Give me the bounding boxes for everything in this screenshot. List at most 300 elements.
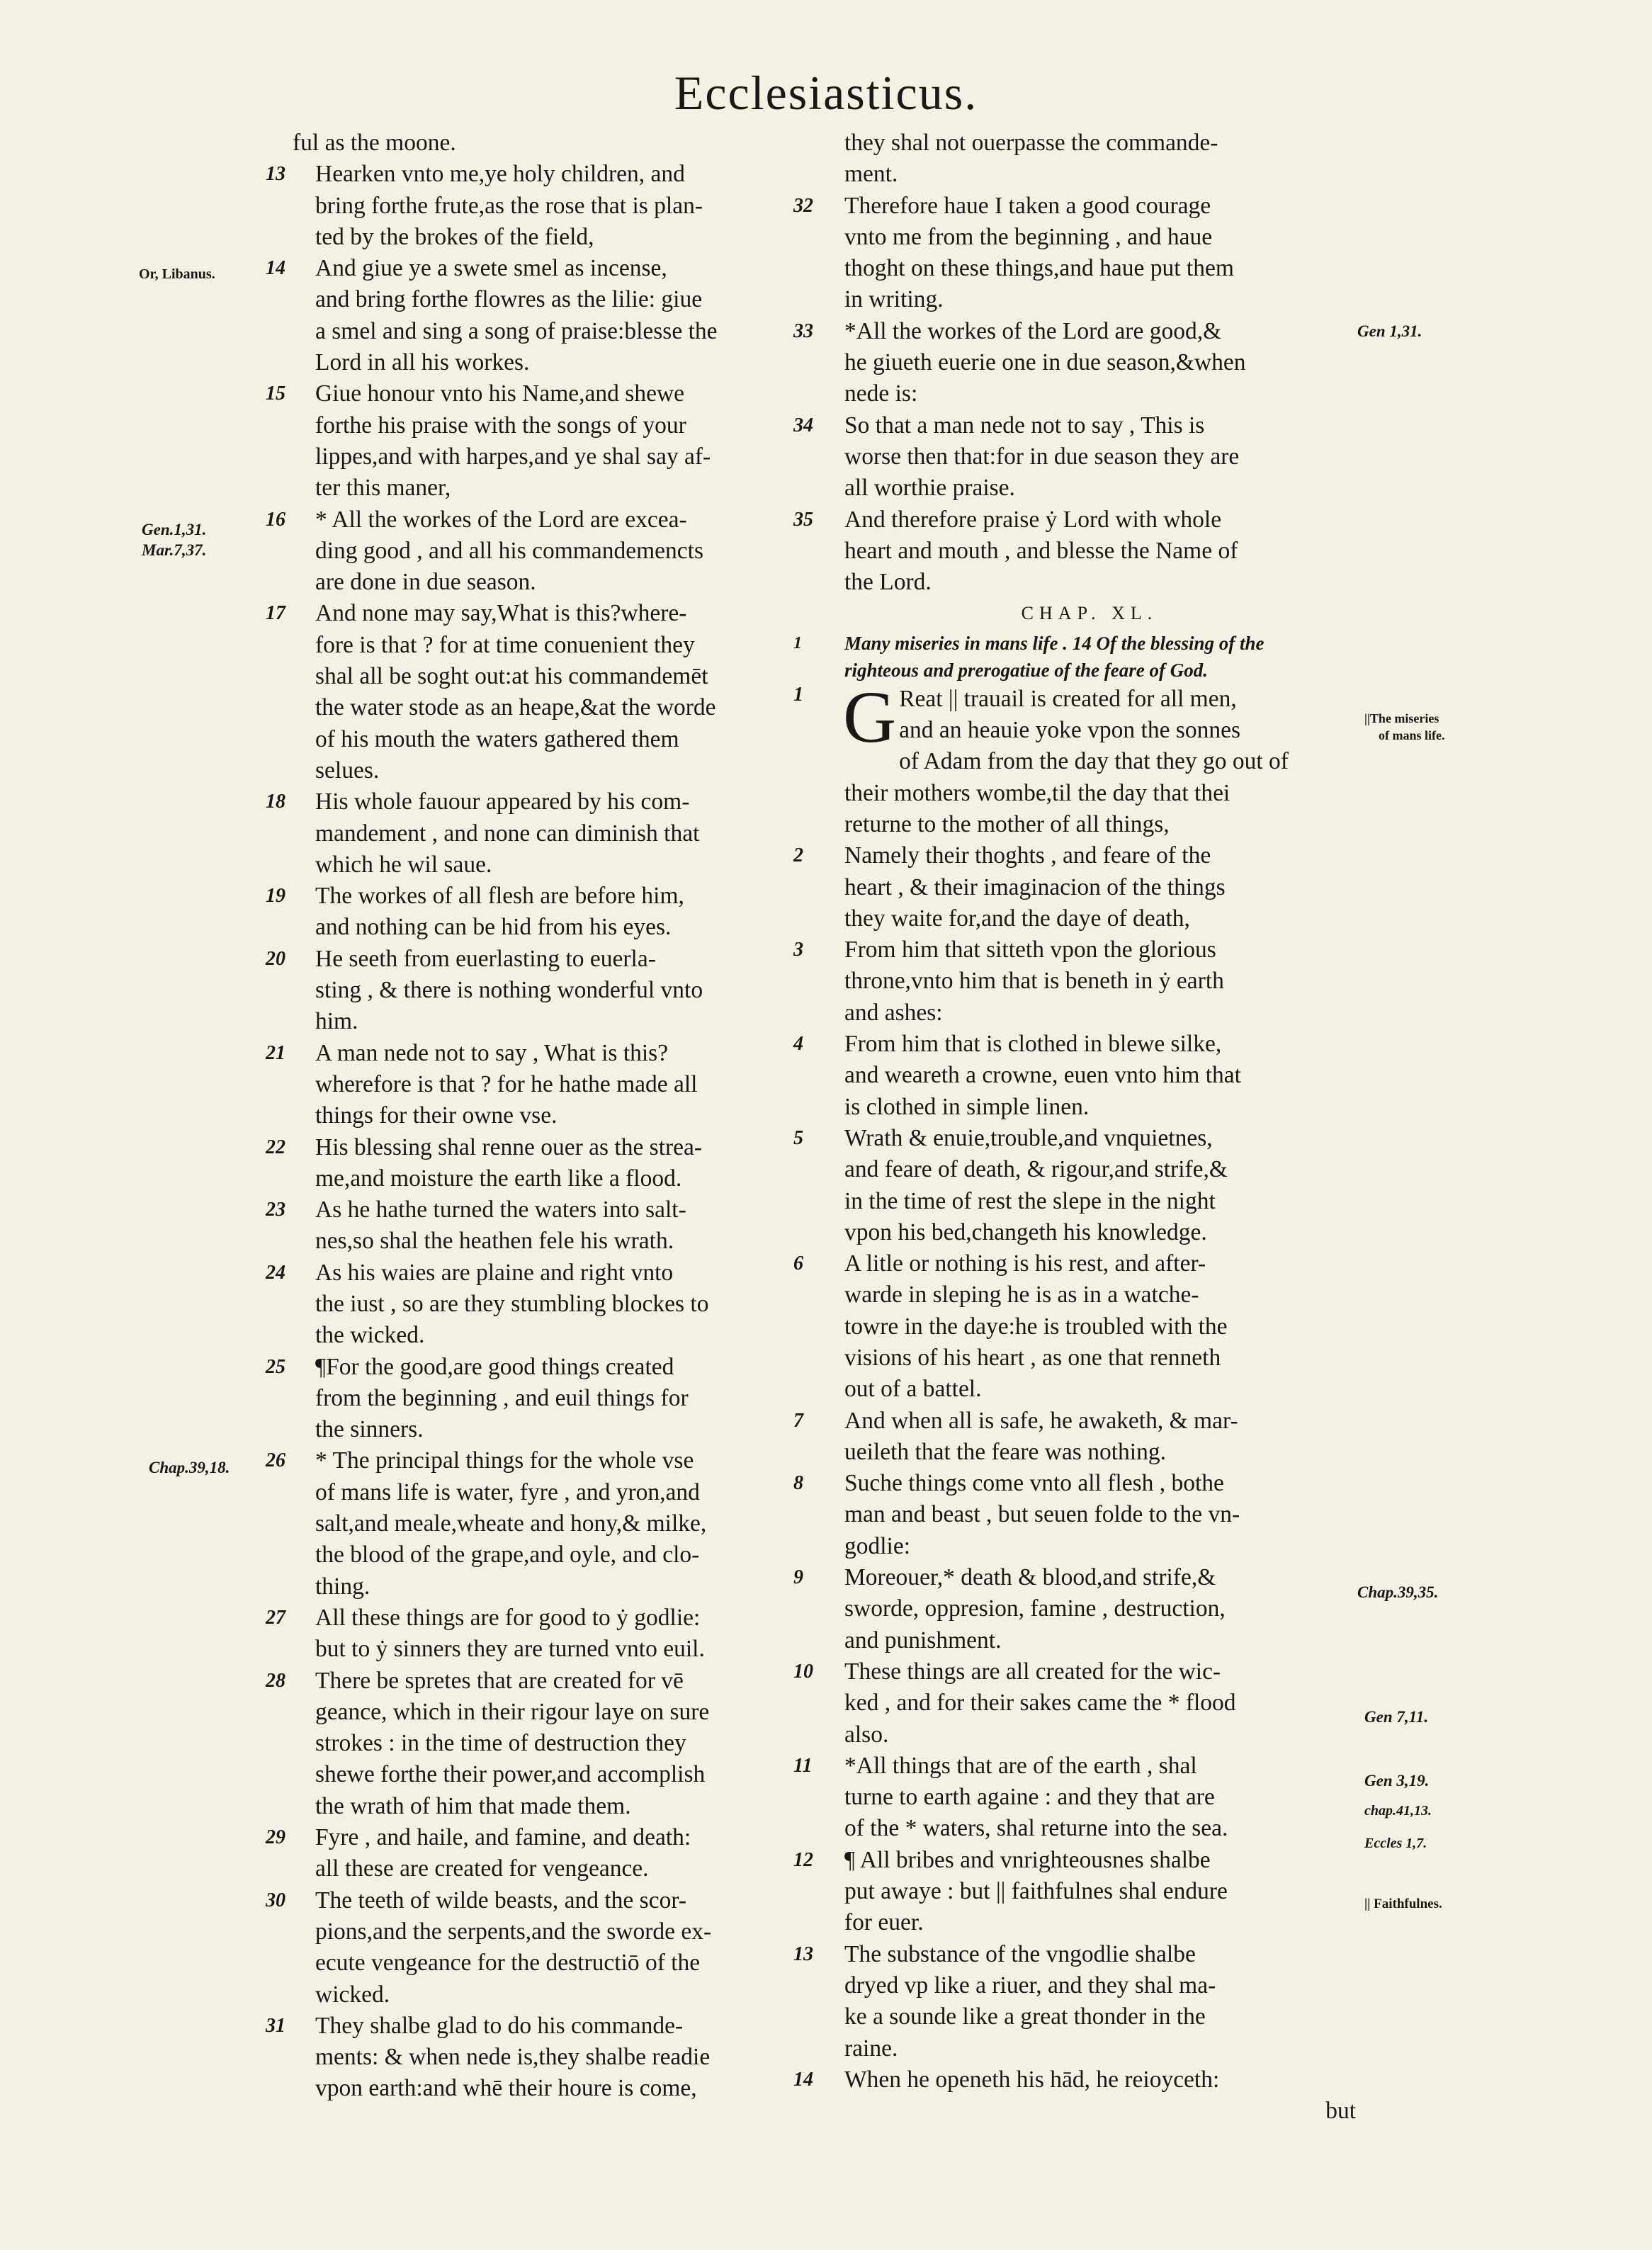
line-text: vnto me from the beginning , and haue: [844, 223, 1213, 250]
text-line: [820, 1437, 1359, 1468]
text-line: [266, 1728, 825, 1759]
line-text: His blessing shal renne ouer as the strea-: [315, 1134, 703, 1160]
text-line: [820, 2001, 1359, 2033]
margin-note: Gen 3,19.: [1364, 1772, 1430, 1790]
verse-number: 26: [266, 1449, 285, 1472]
text-line: [820, 284, 1359, 315]
verse-line: [793, 1468, 1359, 1499]
line-text: Wrath & enuie,trouble,and vnquietnes,: [844, 1124, 1213, 1151]
text-line: [266, 849, 825, 881]
line-text: the wrath of him that made them.: [315, 1792, 631, 1819]
margin-note: of mans life.: [1379, 728, 1445, 742]
text-line: [820, 567, 1359, 598]
text-line: [266, 347, 825, 378]
line-text: And therefore praise ẏ Lord with whole: [844, 506, 1222, 533]
verse-number: 1: [793, 683, 803, 706]
margin-note: Eccles 1,7.: [1364, 1836, 1427, 1851]
text-line: [266, 567, 825, 598]
margin-note: ||The miseries: [1364, 711, 1439, 725]
line-text: Giue honour vnto his Name,and shewe: [315, 380, 685, 407]
text-line: [266, 692, 825, 723]
verse-line: [266, 1194, 825, 1226]
text-line: [820, 809, 1359, 840]
text-line: [820, 536, 1359, 567]
verse-line: [266, 944, 825, 975]
verse-line: [266, 1352, 825, 1383]
text-line: [266, 128, 825, 159]
text-line: [820, 1593, 1359, 1624]
text-line: [266, 912, 825, 943]
summary-line: [820, 657, 1359, 684]
text-line: Reat || trauail is created for all men,: [899, 685, 1237, 712]
margin-note: || Faithfulnes.: [1364, 1896, 1442, 1911]
line-text: * The principal things for the whole vse: [315, 1447, 694, 1474]
line-text: ding good , and all his commandemencts: [315, 537, 703, 564]
verse-line: [266, 881, 825, 912]
text-line: [266, 1539, 825, 1571]
text-line: [820, 1154, 1359, 1185]
dropcap-letter: G: [843, 676, 897, 758]
verse-number: 4: [793, 1033, 803, 1056]
text-line: [820, 378, 1359, 409]
verse-line: [793, 1248, 1359, 1279]
margin-note: Chap.39,18.: [149, 1459, 230, 1476]
line-text: turne to earth againe : and they that are: [844, 1784, 1215, 1811]
text-line: [266, 1571, 825, 1602]
verse-number: 17: [266, 602, 285, 625]
verse-number: 28: [266, 1669, 285, 1692]
verse-number: 8: [793, 1472, 803, 1495]
line-text: all worthie praise.: [844, 475, 1015, 502]
verse-line: [793, 1123, 1359, 1154]
verse-number: 13: [266, 163, 285, 186]
line-text: in the time of rest the slepe in the night: [844, 1187, 1216, 1214]
line-text: the sinners.: [315, 1416, 424, 1443]
text-line: and an heauie yoke vpon the sonnes: [899, 717, 1240, 744]
text-line: [820, 441, 1359, 473]
line-text: which he wil saue.: [315, 851, 492, 878]
line-text: And giue ye a swete smel as incense,: [315, 255, 667, 282]
line-text: shal all be soght out:at his commandemēt: [315, 663, 708, 690]
verse-number: 2: [793, 844, 803, 867]
line-text: visions of his heart , as one that renneth: [844, 1344, 1221, 1371]
line-text: their mothers wombe,til the day that thei: [844, 779, 1230, 806]
line-text: They shalbe glad to do his commande-: [315, 2012, 684, 2039]
line-text: Namely their thoghts , and feare of the: [844, 842, 1211, 869]
text-line: [266, 1100, 825, 1131]
line-text: * All the workes of the Lord are excea-: [315, 506, 687, 533]
line-text: thing.: [315, 1573, 370, 1600]
text-line: [266, 724, 825, 755]
verse-line: [793, 1939, 1359, 1970]
line-text: and weareth a crowne, euen vnto him that: [844, 1062, 1241, 1089]
line-text: ted by the brokes of the field,: [315, 223, 594, 250]
text-line: [820, 872, 1359, 903]
line-text: From him that sitteth vpon the glorious: [844, 937, 1216, 963]
line-text: geance, which in their rigour laye on sure: [315, 1698, 710, 1725]
verse-line: [793, 1656, 1359, 1688]
line-text: returne to the mother of all things,: [844, 810, 1170, 837]
verse-number: 25: [266, 1355, 285, 1378]
line-text: and punishment.: [844, 1627, 1002, 1653]
line-text: warde in sleping he is as in a watche-: [844, 1282, 1199, 1308]
verse-number: 33: [793, 320, 813, 342]
verse-number: 27: [266, 1606, 285, 1629]
line-text: out of a battel.: [844, 1376, 982, 1403]
text-line: [820, 1060, 1359, 1091]
text-line: [820, 997, 1359, 1029]
text-line: [820, 1907, 1359, 1938]
text-line: [266, 1508, 825, 1539]
verse-number: 23: [266, 1199, 285, 1221]
verse-line: [266, 378, 825, 409]
line-text: a smel and sing a song of praise:blesse the: [315, 317, 718, 344]
text-line: [820, 1625, 1359, 1656]
line-text: From him that is clothed in blewe silke,: [844, 1031, 1222, 1058]
verse-line: [793, 191, 1359, 222]
line-text: A man nede not to say , What is this?: [315, 1039, 669, 1066]
text-line: [820, 253, 1359, 284]
text-line: [266, 1634, 825, 1665]
verse-line: [793, 1751, 1359, 1782]
text-line: [266, 1916, 825, 1947]
line-text: things for their owne vse.: [315, 1102, 558, 1129]
verse-number: 24: [266, 1261, 285, 1284]
line-text: Fyre , and haile, and famine, and death:: [315, 1824, 691, 1851]
line-text: of the * waters, shal returne into the sea.: [844, 1815, 1228, 1842]
verse-number: 13: [793, 1943, 813, 1965]
line-text: raine.: [844, 2035, 898, 2062]
chapter-heading: CHAP. XL.: [1021, 603, 1158, 624]
verse-number: 21: [266, 1041, 285, 1064]
line-text: selues.: [315, 757, 380, 784]
line-text: of Adam from the day that they go out of: [899, 748, 1289, 775]
verse-line: [793, 2064, 1359, 2096]
verse-line: [266, 2011, 825, 2042]
line-text: ueileth that the feare was nothing.: [844, 1438, 1166, 1465]
text-line: [266, 1320, 825, 1351]
verse-line: [793, 1029, 1359, 1060]
margin-note: Mar.7,37.: [142, 541, 207, 559]
text-line: [820, 159, 1359, 190]
verse-number: 1: [793, 633, 802, 652]
right-column: [793, 128, 1359, 2127]
verse-number: 9: [793, 1566, 803, 1589]
text-line: [266, 473, 825, 504]
verse-number: 11: [793, 1754, 813, 1777]
line-text: ments: & when nede is,they shalbe readie: [315, 2044, 711, 2071]
line-text: and feare of death, & rigour,and strife,&: [844, 1156, 1228, 1183]
line-text: The substance of the vngodlie shalbe: [844, 1940, 1196, 1967]
verse-number: 34: [793, 414, 813, 436]
verse-line: [793, 1406, 1359, 1437]
text-line: [266, 1414, 825, 1445]
line-text: the water stode as an heape,&at the worde: [315, 694, 716, 721]
verse-number: 22: [266, 1136, 285, 1158]
text-line: [266, 2042, 825, 2073]
text-line: [266, 284, 825, 315]
text-line: [266, 1791, 825, 1822]
line-text: ked , and for their sakes came the * flood: [844, 1690, 1236, 1717]
line-text: ke a sounde like a great thonder in the: [844, 2003, 1206, 2030]
line-text: is clothed in simple linen.: [844, 1093, 1090, 1120]
line-text: ful as the moone.: [293, 130, 456, 156]
line-text: Moreouer,* death & blood,and strife,&: [844, 1564, 1216, 1591]
margin-note: Chap.39,35.: [1357, 1583, 1439, 1601]
line-text: man and beast , but seuen folde to the vn-: [844, 1501, 1240, 1528]
line-text: they waite for,and the daye of death,: [844, 905, 1190, 932]
text-line: [266, 2073, 825, 2104]
line-text: As he hathe turned the waters into salt-: [315, 1197, 686, 1223]
verse-number: 30: [266, 1889, 285, 1911]
catchword: but: [1325, 2098, 1356, 2125]
line-text: of mans life is water, fyre , and yron,and: [315, 1479, 700, 1505]
line-text: Lord in all his workes.: [315, 349, 530, 376]
line-text: he giueth euerie one in due season,&when: [844, 349, 1246, 376]
text-line: [820, 778, 1359, 809]
line-text: His whole fauour appeared by his com-: [315, 788, 690, 815]
line-text: And when all is safe, he awaketh, & mar-: [844, 1407, 1238, 1434]
verse-line: [793, 504, 1359, 536]
line-text: As his waies are plaine and right vnto: [315, 1259, 674, 1286]
text-line: [266, 316, 825, 347]
verse-line: [266, 1602, 825, 1634]
line-text: are done in due season.: [315, 569, 536, 596]
line-text: All these things are for good to ẏ godlie:: [315, 1604, 701, 1631]
text-line: [266, 1289, 825, 1320]
line-text: of his mouth the waters gathered them: [315, 725, 679, 752]
verse-line: [266, 1822, 825, 1853]
text-line: [820, 746, 1359, 777]
line-text: *All the workes of the Lord are good,&: [844, 317, 1222, 344]
left-column: [266, 128, 825, 2105]
line-text: all these are created for vengeance.: [315, 1855, 649, 1882]
text-line: [820, 1782, 1359, 1813]
text-line: [820, 1499, 1359, 1530]
text-line: [266, 1759, 825, 1790]
line-text: The teeth of wilde beasts, and the scor-: [315, 1887, 686, 1913]
line-text: ecute vengeance for the destructiō of the: [315, 1950, 701, 1977]
text-line: [820, 1813, 1359, 1844]
line-text: When he openeth his hād, he reioyceth:: [844, 2066, 1220, 2093]
text-line: [266, 975, 825, 1006]
verse-line: [266, 504, 825, 536]
verse-number: 3: [793, 939, 803, 961]
text-line: [820, 903, 1359, 934]
line-text: dryed vp like a riuer, and they shal ma-: [844, 1972, 1216, 1999]
line-text: and nothing can be hid from his eyes.: [315, 914, 672, 941]
line-text: put awaye : but || faithfulnes shal endure: [844, 1878, 1228, 1905]
verse-number: 7: [793, 1409, 803, 1432]
margin-note: Gen 7,11.: [1364, 1708, 1429, 1726]
text-line: [820, 1970, 1359, 2001]
verse-line: [793, 410, 1359, 441]
verse-line: [266, 1666, 825, 1697]
verse-number: 14: [793, 2068, 813, 2091]
line-text: they shal not ouerpasse the commande-: [844, 130, 1218, 156]
text-line: [266, 818, 825, 849]
text-line: [266, 755, 825, 786]
line-text: Hearken vnto me,ye holy children, and: [315, 161, 685, 188]
line-text: He seeth from euerlasting to euerla-: [315, 945, 656, 972]
dropcap-verse: [793, 676, 1359, 758]
text-line: [266, 1226, 825, 1257]
verse-number: 19: [266, 885, 285, 908]
text-line: [266, 191, 825, 222]
line-text: ¶For the good,are good things created: [315, 1353, 674, 1380]
verse-line: [266, 1885, 825, 1916]
line-text: pions,and the serpents,and the sworde ex-: [315, 1918, 712, 1945]
text-line: [820, 473, 1359, 504]
verse-number: 5: [793, 1126, 803, 1149]
text-line: [820, 1688, 1359, 1719]
verse-line: [266, 1257, 825, 1289]
line-text: from the beginning , and euil things for: [315, 1384, 689, 1411]
text-line: [820, 2033, 1359, 2064]
right-column-bottom: [793, 746, 1359, 2096]
verse-line: [266, 253, 825, 284]
line-text: the blood of the grape,and oyle, and clo-: [315, 1542, 700, 1568]
summary-text: righteous and prerogatiue of the feare of God.: [844, 659, 1208, 681]
running-head: Ecclesiasticus.: [674, 66, 978, 120]
line-text: towre in the daye:he is troubled with the: [844, 1313, 1228, 1340]
line-text: and bring forthe flowres as the lilie: giue: [315, 286, 703, 313]
verse-number: 35: [793, 508, 813, 531]
line-text: sting , & there is nothing wonderful vnto: [315, 977, 703, 1004]
line-text: ¶ All bribes and vnrighteousnes shalbe: [844, 1846, 1211, 1873]
line-text: sworde, oppresion, famine , destruction,: [844, 1595, 1226, 1622]
verse-line: [793, 1562, 1359, 1593]
line-text: him.: [315, 1008, 358, 1035]
verse-number: 10: [793, 1660, 813, 1683]
line-text: forthe his praise with the songs of your: [315, 412, 686, 439]
line-text: mandement , and none can diminish that: [315, 820, 700, 847]
line-text: the Lord.: [844, 569, 932, 596]
text-line: [266, 410, 825, 441]
verse-line: [266, 1132, 825, 1163]
line-text: also.: [844, 1721, 889, 1748]
text-line: [820, 1374, 1359, 1405]
line-text: ment.: [844, 161, 898, 188]
verse-line: [266, 1445, 825, 1476]
line-text: and ashes:: [844, 999, 943, 1026]
verse-number: 16: [266, 508, 285, 531]
line-text: Therefore haue I taken a good courage: [844, 192, 1211, 219]
line-text: ter this maner,: [315, 475, 451, 502]
right-column-top: [793, 128, 1359, 598]
verse-line: [266, 1038, 825, 1069]
line-text: salt,and meale,wheate and hony,& milke,: [315, 1510, 707, 1537]
line-text: worse then that:for in due season they are: [844, 443, 1240, 470]
text-line: [820, 1311, 1359, 1342]
text-line: [820, 1092, 1359, 1123]
text-line: [266, 1477, 825, 1508]
text-line: [266, 630, 825, 661]
line-text: the iust , so are they stumbling blockes to: [315, 1290, 709, 1317]
text-line: [266, 1979, 825, 2011]
text-line: [820, 1531, 1359, 1562]
verse-number: 32: [793, 194, 813, 217]
margin-note: Gen.1,31.: [142, 521, 207, 538]
text-line: [266, 1947, 825, 1979]
text-line: [820, 1342, 1359, 1374]
line-text: godlie:: [844, 1532, 911, 1559]
text-line: [266, 222, 825, 253]
summary-text: Many miseries in mans life . 14 Of the blessing of the: [844, 632, 1265, 654]
line-text: nes,so shal the heathen fele his wrath.: [315, 1228, 674, 1255]
line-text: vpon earth:and whē their houre is come,: [315, 2075, 697, 2102]
verse-number: 15: [266, 383, 285, 405]
chapter-summary: [793, 630, 1359, 684]
text-line: [820, 1279, 1359, 1311]
text-line: [266, 1163, 825, 1194]
text-line: [266, 1069, 825, 1100]
line-text: throne,vnto him that is beneth in ẏ earth: [844, 968, 1224, 995]
verse-line: [793, 840, 1359, 871]
verse-number: 12: [793, 1848, 813, 1871]
line-text: for euer.: [844, 1909, 924, 1936]
line-text: strokes : in the time of destruction they: [315, 1730, 686, 1757]
verse-line: [793, 1845, 1359, 1876]
verse-line: [266, 786, 825, 818]
verse-line: [266, 159, 825, 190]
text-line: [266, 1853, 825, 1884]
text-line: [820, 1186, 1359, 1217]
verse-line: [266, 598, 825, 629]
line-text: heart , & their imaginacion of the things: [844, 874, 1226, 900]
line-text: bring forthe frute,as the rose that is plan-: [315, 192, 703, 219]
verse-line: [793, 934, 1359, 966]
text-line: [820, 1876, 1359, 1907]
text-line: [820, 128, 1359, 159]
line-text: fore is that ? for at time conuenient they: [315, 631, 695, 658]
line-text: So that a man nede not to say , This is: [844, 412, 1205, 439]
text-line: [820, 1719, 1359, 1751]
verse-line: [793, 316, 1359, 347]
text-line: [266, 1697, 825, 1728]
text-line: [820, 1217, 1359, 1248]
line-text: wherefore is that ? for he hathe made all: [315, 1070, 698, 1097]
line-text: in writing.: [844, 286, 944, 313]
verse-number: 18: [266, 791, 285, 813]
verse-number: 29: [266, 1826, 285, 1849]
line-text: There be spretes that are created for vē: [315, 1667, 684, 1694]
line-text: heart and mouth , and blesse the Name of: [844, 537, 1238, 564]
line-text: vpon his bed,changeth his knowledge.: [844, 1219, 1207, 1245]
margin-note: Or, Libanus.: [139, 266, 215, 282]
line-text: thoght on these things,and haue put them: [844, 255, 1234, 282]
margin-note: chap.41,13.: [1364, 1803, 1432, 1819]
margin-note: Gen 1,31.: [1357, 322, 1422, 340]
line-text: shewe forthe their power,and accomplish: [315, 1761, 706, 1788]
line-text: the wicked.: [315, 1322, 425, 1349]
line-text: Suche things come vnto all flesh , bothe: [844, 1470, 1224, 1497]
text-line: [266, 536, 825, 567]
text-line: [266, 1383, 825, 1414]
verse-number: 20: [266, 947, 285, 970]
line-text: These things are all created for the wic-: [844, 1658, 1221, 1685]
text-line: [820, 347, 1359, 378]
summary-line: [793, 630, 1359, 657]
verse-number: 31: [266, 2014, 285, 2037]
text-line: [266, 661, 825, 692]
line-text: me,and moisture the earth like a flood.: [315, 1165, 682, 1192]
text-line: [266, 441, 825, 473]
text-line: [266, 1006, 825, 1037]
line-text: *All things that are of the earth , shal: [844, 1752, 1197, 1779]
text-line: [820, 966, 1359, 997]
line-text: but to ẏ sinners they are turned vnto euil.: [315, 1636, 705, 1663]
